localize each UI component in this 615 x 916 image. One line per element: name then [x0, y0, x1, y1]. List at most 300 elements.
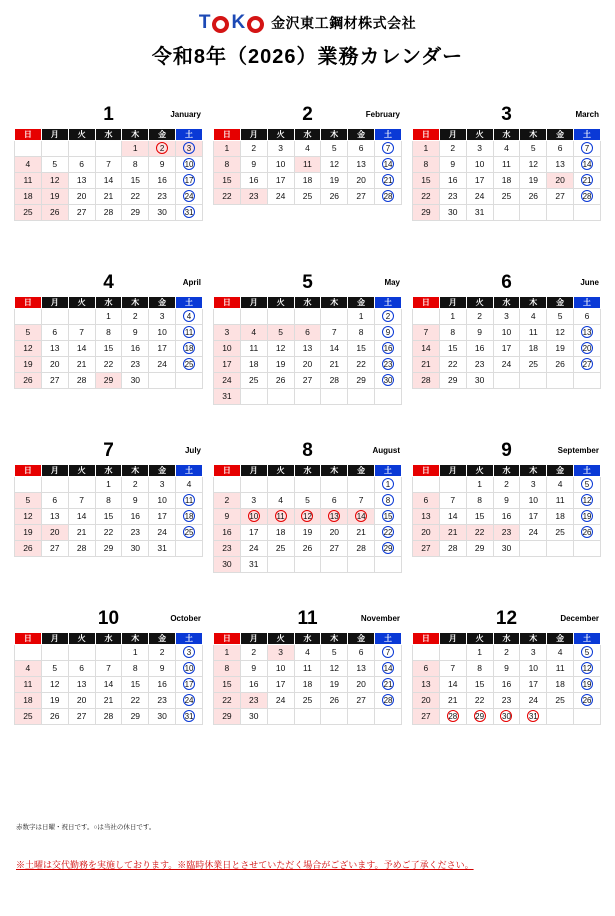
day-cell [375, 661, 402, 677]
week-row [413, 309, 601, 325]
weekday-header-row [15, 129, 203, 141]
company-holiday-circle-icon: 12 [582, 496, 592, 505]
day-cell: 8 [466, 493, 493, 509]
day-cell: 9 [214, 509, 241, 525]
empty-cell [375, 557, 402, 573]
empty-cell [294, 389, 321, 405]
day-cell [375, 493, 402, 509]
weekday-3: 水 [493, 465, 520, 477]
month-name-en: March [575, 110, 599, 119]
day-cell: 20 [321, 525, 348, 541]
empty-cell [15, 141, 42, 157]
day-cell: 18 [15, 189, 42, 205]
day-cell: 21 [95, 189, 122, 205]
company-holiday-circle-icon: 10 [184, 160, 194, 169]
weekday-header-row [15, 465, 203, 477]
day-cell: 5 [15, 493, 42, 509]
day-cell: 25 [267, 541, 294, 557]
day-cell: 15 [95, 341, 122, 357]
day-cell: 9 [466, 325, 493, 341]
month-header [412, 610, 601, 632]
day-cell: 21 [439, 693, 466, 709]
day-cell: 15 [413, 173, 440, 189]
weekday-0: 日 [15, 465, 42, 477]
day-cell: 4 [547, 477, 574, 493]
day-cell: 5 [41, 661, 68, 677]
day-cell: 27 [41, 541, 68, 557]
day-cell: 12 [15, 341, 42, 357]
empty-cell [267, 309, 294, 325]
empty-cell [267, 557, 294, 573]
day-cell: 7 [439, 493, 466, 509]
empty-cell [240, 309, 267, 325]
company-holiday-circle-icon: 16 [383, 344, 393, 353]
weekday-0: 日 [214, 633, 241, 645]
company-holiday-circle-icon: 10 [184, 664, 194, 673]
day-cell: 8 [214, 157, 241, 173]
weekday-2: 火 [267, 633, 294, 645]
week-row [15, 645, 203, 661]
weekday-6: 土 [375, 465, 402, 477]
day-cell: 3 [267, 141, 294, 157]
week-row [214, 189, 402, 205]
day-cell: 11 [493, 157, 520, 173]
day-cell: 5 [547, 309, 574, 325]
empty-cell [41, 645, 68, 661]
day-cell: 4 [294, 645, 321, 661]
day-cell: 1 [122, 141, 149, 157]
day-cell [240, 509, 267, 525]
weekday-0: 日 [214, 465, 241, 477]
day-cell: 30 [122, 541, 149, 557]
month-number: 3 [501, 104, 512, 125]
day-cell: 29 [122, 205, 149, 221]
company-holiday-circle-icon: 21 [383, 176, 393, 185]
company-holiday-circle-icon: 21 [383, 680, 393, 689]
company-holiday-circle-icon: 14 [356, 512, 366, 521]
weekday-4: 木 [122, 129, 149, 141]
day-cell: 24 [267, 189, 294, 205]
day-cell: 24 [493, 357, 520, 373]
month-header [14, 442, 203, 464]
day-cell: 17 [149, 341, 176, 357]
day-cell: 28 [68, 541, 95, 557]
day-cell: 10 [520, 493, 547, 509]
weekday-header-row [214, 633, 402, 645]
day-cell: 13 [294, 341, 321, 357]
day-cell: 14 [413, 341, 440, 357]
day-cell: 7 [439, 661, 466, 677]
weekday-3: 水 [294, 129, 321, 141]
day-cell: 3 [466, 141, 493, 157]
day-cell: 27 [294, 373, 321, 389]
day-cell: 25 [15, 205, 42, 221]
day-cell: 18 [520, 341, 547, 357]
logo-letter-t: T [198, 12, 211, 33]
day-cell: 8 [214, 661, 241, 677]
day-cell: 23 [466, 357, 493, 373]
month-2 [213, 106, 402, 248]
month-7 [14, 442, 203, 584]
day-cell: 1 [466, 645, 493, 661]
day-cell: 6 [294, 325, 321, 341]
day-cell: 5 [321, 141, 348, 157]
weekday-5: 金 [149, 633, 176, 645]
day-cell [375, 509, 402, 525]
empty-cell [321, 309, 348, 325]
day-cell: 24 [520, 525, 547, 541]
day-cell: 19 [547, 341, 574, 357]
day-cell [176, 157, 203, 173]
company-holiday-circle-icon: 5 [581, 646, 593, 658]
weekday-header-row [413, 297, 601, 309]
empty-cell [95, 141, 122, 157]
day-cell [176, 205, 203, 221]
day-cell: 10 [149, 325, 176, 341]
day-cell [375, 373, 402, 389]
day-cell: 8 [466, 661, 493, 677]
month-header [213, 442, 402, 464]
week-row [413, 709, 601, 725]
weekday-6: 土 [375, 633, 402, 645]
day-cell [294, 509, 321, 525]
empty-cell [321, 477, 348, 493]
empty-cell [348, 709, 375, 725]
day-cell [375, 341, 402, 357]
day-cell [574, 493, 601, 509]
weekday-3: 水 [294, 633, 321, 645]
day-cell: 6 [413, 661, 440, 677]
company-holiday-circle-icon: 14 [383, 160, 393, 169]
day-cell: 30 [122, 373, 149, 389]
month-table [14, 296, 203, 389]
weekday-6: 土 [375, 297, 402, 309]
day-cell: 16 [439, 173, 466, 189]
week-row [413, 205, 601, 221]
day-cell: 14 [68, 341, 95, 357]
day-cell: 27 [68, 205, 95, 221]
weekday-1: 月 [439, 465, 466, 477]
day-cell: 23 [149, 189, 176, 205]
toko-logo [199, 12, 265, 34]
month-name-en: November [360, 614, 400, 623]
day-cell: 25 [294, 693, 321, 709]
day-cell: 23 [493, 525, 520, 541]
day-cell: 19 [321, 677, 348, 693]
company-name: 金沢東工鋼材株式会社 [271, 15, 417, 31]
day-cell: 18 [294, 173, 321, 189]
day-cell [375, 525, 402, 541]
week-row [214, 709, 402, 725]
week-row [214, 309, 402, 325]
company-holiday-circle-icon: 11 [276, 512, 285, 521]
day-cell: 14 [68, 509, 95, 525]
day-cell: 15 [95, 509, 122, 525]
month-table [213, 632, 402, 725]
weekday-header-row [413, 129, 601, 141]
company-holiday-circle-icon: 24 [184, 696, 194, 705]
day-cell: 18 [547, 677, 574, 693]
company-holiday-circle-icon: 12 [582, 664, 592, 673]
day-cell: 17 [520, 677, 547, 693]
day-cell: 17 [267, 173, 294, 189]
day-cell [466, 709, 493, 725]
day-cell: 5 [267, 325, 294, 341]
brand-line [0, 12, 615, 34]
weekday-6: 土 [375, 129, 402, 141]
month-table [213, 296, 402, 405]
weekday-6: 土 [176, 633, 203, 645]
company-holiday-circle-icon: 4 [183, 310, 195, 322]
month-number: 12 [495, 608, 518, 629]
day-cell: 12 [267, 341, 294, 357]
company-holiday-circle-icon: 28 [582, 192, 592, 201]
page-title: 令和8年（2026）業務カレンダー [151, 46, 464, 68]
weekday-5: 金 [348, 465, 375, 477]
day-cell [348, 509, 375, 525]
day-cell: 6 [321, 493, 348, 509]
weekday-4: 木 [520, 129, 547, 141]
weekday-2: 火 [68, 633, 95, 645]
month-number: 4 [103, 272, 114, 293]
empty-cell [294, 709, 321, 725]
day-cell: 29 [95, 541, 122, 557]
company-holiday-circle-icon: 28 [448, 712, 458, 721]
day-cell [375, 677, 402, 693]
week-row [15, 693, 203, 709]
day-cell: 29 [122, 709, 149, 725]
week-row [15, 205, 203, 221]
day-cell: 7 [68, 325, 95, 341]
empty-cell [348, 477, 375, 493]
day-cell: 4 [15, 661, 42, 677]
day-cell: 14 [321, 341, 348, 357]
empty-cell [321, 389, 348, 405]
day-cell: 26 [41, 205, 68, 221]
day-cell: 15 [214, 173, 241, 189]
day-cell: 24 [149, 357, 176, 373]
day-cell: 21 [321, 357, 348, 373]
day-cell: 19 [41, 693, 68, 709]
week-row [15, 677, 203, 693]
day-cell [574, 341, 601, 357]
weekday-0: 日 [15, 633, 42, 645]
weekday-2: 火 [68, 297, 95, 309]
day-cell: 23 [493, 693, 520, 709]
day-cell: 9 [240, 157, 267, 173]
day-cell [176, 693, 203, 709]
day-cell: 19 [520, 173, 547, 189]
day-cell: 6 [41, 493, 68, 509]
day-cell: 19 [267, 357, 294, 373]
month-header [412, 106, 601, 128]
weekday-0: 日 [15, 129, 42, 141]
week-row [413, 493, 601, 509]
day-cell: 28 [413, 373, 440, 389]
month-11 [213, 610, 402, 752]
empty-cell [321, 557, 348, 573]
weekday-3: 水 [95, 465, 122, 477]
day-cell: 2 [493, 645, 520, 661]
week-row [15, 525, 203, 541]
month-table [412, 464, 601, 557]
company-holiday-circle-icon: 29 [475, 712, 485, 721]
company-holiday-circle-icon: 10 [249, 512, 259, 521]
day-cell: 27 [348, 693, 375, 709]
weekday-4: 木 [321, 129, 348, 141]
company-holiday-circle-icon: 3 [183, 646, 195, 658]
day-cell: 3 [520, 645, 547, 661]
day-cell [267, 509, 294, 525]
empty-cell [574, 541, 601, 557]
day-cell: 30 [214, 557, 241, 573]
company-holiday-circle-icon: 7 [581, 142, 593, 154]
day-cell: 1 [95, 309, 122, 325]
company-holiday-circle-icon: 23 [383, 360, 393, 369]
weekday-2: 火 [68, 465, 95, 477]
weekday-2: 火 [267, 129, 294, 141]
day-cell: 10 [520, 661, 547, 677]
month-name-en: August [372, 446, 400, 455]
day-cell: 6 [68, 157, 95, 173]
month-name-en: October [170, 614, 201, 623]
weekday-4: 木 [122, 297, 149, 309]
weekday-6: 土 [176, 297, 203, 309]
day-cell: 17 [520, 509, 547, 525]
month-1 [14, 106, 203, 248]
day-cell: 20 [41, 525, 68, 541]
weekday-5: 金 [149, 297, 176, 309]
week-row [214, 389, 402, 405]
day-cell: 31 [240, 557, 267, 573]
day-cell: 24 [149, 525, 176, 541]
day-cell [176, 309, 203, 325]
week-row [214, 645, 402, 661]
logo-ring-o2-icon [247, 16, 264, 33]
day-cell [375, 325, 402, 341]
day-cell: 24 [214, 373, 241, 389]
day-cell: 9 [149, 157, 176, 173]
week-row [214, 661, 402, 677]
day-cell: 7 [95, 157, 122, 173]
weekday-4: 木 [321, 465, 348, 477]
weekday-5: 金 [547, 633, 574, 645]
day-cell: 16 [149, 173, 176, 189]
company-holiday-circle-icon: 20 [582, 344, 592, 353]
week-row [15, 709, 203, 725]
day-cell: 18 [294, 677, 321, 693]
day-cell: 25 [240, 373, 267, 389]
month-number: 2 [302, 104, 313, 125]
company-holiday-circle-icon: 26 [582, 696, 592, 705]
week-row [15, 309, 203, 325]
weekday-2: 火 [466, 465, 493, 477]
weekday-4: 木 [520, 297, 547, 309]
day-cell: 15 [466, 509, 493, 525]
month-name-en: December [560, 614, 599, 623]
month-grid [14, 106, 601, 752]
weekday-0: 日 [413, 297, 440, 309]
company-holiday-circle-icon: 7 [382, 142, 394, 154]
day-cell: 3 [240, 493, 267, 509]
week-row [214, 677, 402, 693]
empty-cell [348, 557, 375, 573]
company-holiday-circle-icon: 30 [502, 712, 511, 721]
day-cell: 15 [439, 341, 466, 357]
weekday-3: 水 [95, 129, 122, 141]
day-cell: 29 [95, 373, 122, 389]
company-holiday-circle-icon: 11 [184, 496, 194, 505]
day-cell: 28 [439, 541, 466, 557]
day-cell: 1 [214, 141, 241, 157]
empty-cell [95, 645, 122, 661]
day-cell: 25 [15, 709, 42, 725]
month-header [14, 274, 203, 296]
day-cell: 20 [547, 173, 574, 189]
day-cell: 9 [122, 325, 149, 341]
day-cell: 12 [41, 677, 68, 693]
weekday-4: 木 [520, 633, 547, 645]
day-cell: 13 [68, 677, 95, 693]
company-holiday-circle-icon: 22 [383, 528, 393, 537]
month-number: 11 [297, 608, 318, 629]
day-cell: 17 [240, 525, 267, 541]
empty-cell [41, 141, 68, 157]
day-cell: 21 [439, 525, 466, 541]
empty-cell [574, 709, 601, 725]
day-cell [574, 525, 601, 541]
empty-cell [267, 389, 294, 405]
day-cell: 18 [15, 693, 42, 709]
weekday-2: 火 [466, 633, 493, 645]
weekday-1: 月 [240, 129, 267, 141]
day-cell: 20 [348, 677, 375, 693]
day-cell [176, 677, 203, 693]
day-cell: 13 [413, 509, 440, 525]
company-holiday-circle-icon: 7 [382, 646, 394, 658]
empty-cell [547, 541, 574, 557]
day-cell [375, 541, 402, 557]
day-cell [176, 189, 203, 205]
day-cell: 20 [413, 693, 440, 709]
day-cell: 20 [413, 525, 440, 541]
day-cell [375, 309, 402, 325]
month-header [14, 106, 203, 128]
page-header [0, 0, 615, 69]
day-cell [375, 693, 402, 709]
day-cell: 16 [149, 677, 176, 693]
month-header [213, 106, 402, 128]
empty-cell [493, 373, 520, 389]
weekday-1: 月 [41, 297, 68, 309]
day-cell: 10 [466, 157, 493, 173]
empty-cell [41, 309, 68, 325]
day-cell: 4 [520, 309, 547, 325]
day-cell: 6 [348, 141, 375, 157]
empty-cell [294, 557, 321, 573]
day-cell: 5 [520, 141, 547, 157]
day-cell: 13 [348, 661, 375, 677]
week-row [413, 677, 601, 693]
day-cell [176, 525, 203, 541]
month-number: 9 [501, 440, 512, 461]
empty-cell [520, 541, 547, 557]
week-row [413, 645, 601, 661]
day-cell: 16 [240, 173, 267, 189]
day-cell: 19 [15, 357, 42, 373]
weekday-3: 水 [294, 465, 321, 477]
weekday-header-row [214, 465, 402, 477]
